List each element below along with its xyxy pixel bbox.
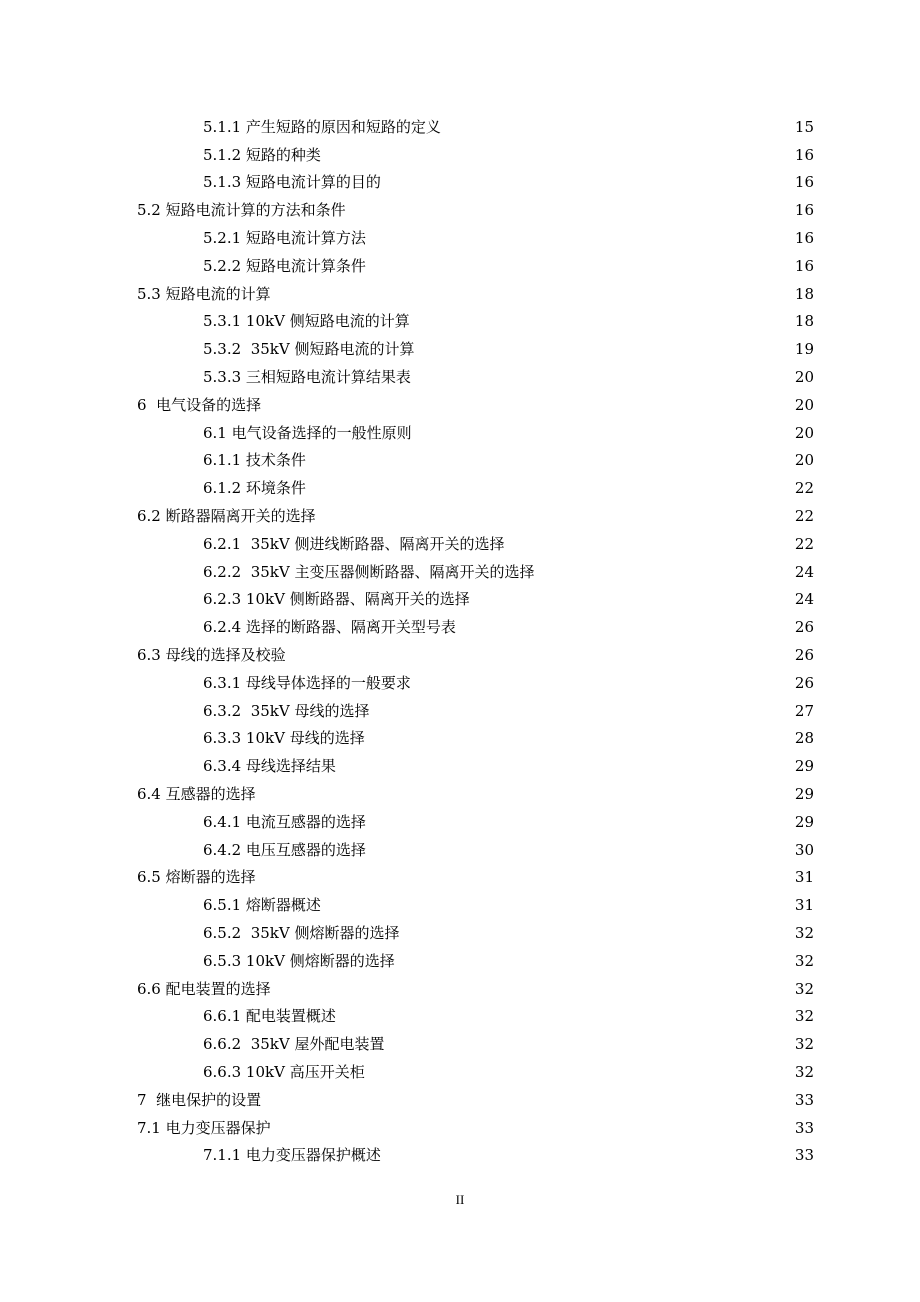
toc-entry-title: 6 电气设备的选择 (137, 395, 262, 414)
toc-entry[interactable] (0, 391, 920, 419)
toc-entry-title: 5.3.1 10kV 侧短路电流的计算 (203, 312, 410, 331)
dot-leader (370, 228, 790, 248)
toc-entry-title: 6.1.2 环境条件 (203, 479, 306, 498)
toc-entry-title: 6.3 母线的选择及校验 (137, 646, 286, 665)
toc-entry[interactable] (0, 1058, 920, 1086)
toc-entry[interactable] (0, 308, 920, 336)
dot-leader (414, 311, 790, 331)
dot-leader (325, 145, 790, 165)
toc-entry-title: 6.2 断路器隔离开关的选择 (137, 507, 316, 526)
toc-entry[interactable] (0, 1141, 920, 1169)
dot-leader (340, 756, 790, 776)
dot-leader (369, 728, 790, 748)
dot-leader (538, 562, 790, 582)
toc-entry-title: 6.5.2 35kV 侧熔断器的选择 (203, 924, 400, 942)
toc-entry-title: 6.3.4 母线选择结果 (203, 757, 336, 776)
toc-entry-title: 6.5.1 熔断器概述 (203, 896, 321, 915)
toc-entry[interactable] (0, 530, 920, 558)
toc-entry[interactable] (0, 836, 920, 864)
toc-entry-page: 19 (794, 340, 814, 359)
toc-entry-page: 18 (794, 312, 814, 331)
toc-entry-page: 16 (794, 256, 814, 275)
toc-entry-title: 6.5.3 10kV 侧熔断器的选择 (203, 951, 395, 970)
dot-leader (399, 951, 790, 971)
toc-entry-page: 32 (794, 924, 814, 942)
toc-entry-page: 31 (794, 896, 814, 915)
dot-leader (275, 1118, 790, 1138)
toc-entry-title: 6.2.4 选择的断路器、隔离开关型号表 (203, 618, 456, 637)
toc-entry[interactable] (0, 224, 920, 252)
toc-entry[interactable] (0, 864, 920, 892)
toc-entry-title: 7 继电保护的设置 (137, 1090, 262, 1109)
toc-entry-page: 29 (794, 812, 814, 831)
toc-entry[interactable] (0, 697, 920, 725)
dot-leader (415, 367, 790, 387)
toc-entry-title: 6.6.1 配电装置概述 (203, 1007, 336, 1026)
toc-entry[interactable] (0, 1086, 920, 1114)
page-number: II (455, 1192, 465, 1207)
dot-leader (460, 617, 790, 637)
toc-entry-page: 20 (794, 368, 814, 387)
toc-entry-title: 6.6 配电装置的选择 (137, 979, 271, 998)
toc-entry[interactable] (0, 447, 920, 475)
dot-leader (508, 534, 790, 554)
toc-entry-title: 6.1.1 技术条件 (203, 451, 306, 470)
dot-leader (325, 895, 790, 915)
dot-leader (350, 200, 790, 220)
dot-leader (265, 1090, 790, 1110)
toc-entry-title: 6.3.1 母线导体选择的一般要求 (203, 673, 411, 692)
toc-entry-title: 7.1 电力变压器保护 (137, 1118, 271, 1137)
toc-entry-page: 32 (794, 951, 814, 970)
toc-entry-title: 6.1 电气设备选择的一般性原则 (203, 423, 412, 442)
toc-entry[interactable] (0, 947, 920, 975)
toc-entry[interactable] (0, 808, 920, 836)
toc-entry-title: 7.1.1 电力变压器保护概述 (203, 1146, 381, 1165)
dot-leader (403, 923, 790, 943)
toc-entry-page: 32 (794, 1062, 814, 1081)
dot-leader (385, 1145, 790, 1165)
toc-entry-title: 6.4.2 电压互感器的选择 (203, 840, 366, 859)
dot-leader (290, 645, 790, 665)
toc-entry-page: 26 (794, 673, 814, 692)
toc-entry[interactable] (0, 725, 920, 753)
toc-entry-title: 5.1.1 产生短路的原因和短路的定义 (203, 117, 441, 136)
toc-entry[interactable] (0, 641, 920, 669)
toc-entry-page: 24 (794, 590, 814, 609)
dot-leader (310, 450, 790, 470)
toc-entry-title: 6.3.2 35kV 母线的选择 (203, 701, 370, 720)
dot-leader (275, 284, 790, 304)
toc-entry-page: 29 (794, 785, 814, 804)
toc-entry-page: 20 (794, 451, 814, 470)
toc-entry[interactable] (0, 1030, 920, 1058)
dot-leader (310, 478, 790, 498)
toc-entry-page: 24 (794, 562, 814, 581)
toc-entry-page: 20 (794, 395, 814, 414)
dot-leader (265, 395, 790, 415)
toc-entry-page: 22 (794, 507, 814, 526)
dot-leader (370, 812, 790, 832)
toc-entry-page: 31 (794, 868, 814, 887)
toc-entry-title: 5.2.1 短路电流计算方法 (203, 229, 366, 248)
dot-leader (385, 172, 790, 192)
toc-entry[interactable] (0, 252, 920, 280)
toc-entry-page: 16 (794, 145, 814, 164)
toc-entry-title: 6.4 互感器的选择 (137, 785, 256, 804)
toc-entry-title: 6.6.3 10kV 高压开关柜 (203, 1062, 365, 1081)
toc-entry-page: 27 (794, 701, 814, 720)
toc-entry-page: 33 (794, 1118, 814, 1137)
toc-entry[interactable] (0, 586, 920, 614)
toc-entry[interactable] (0, 669, 920, 697)
toc-entry-title: 5.2 短路电流计算的方法和条件 (137, 201, 346, 220)
toc-entry[interactable] (0, 280, 920, 308)
toc-entry-page: 26 (794, 618, 814, 637)
dot-leader (416, 423, 790, 443)
toc-entry-page: 32 (794, 1035, 814, 1054)
toc-entry[interactable] (0, 419, 920, 447)
toc-entry[interactable] (0, 1003, 920, 1031)
toc-entry[interactable] (0, 613, 920, 641)
dot-leader (260, 867, 790, 887)
toc-entry[interactable] (0, 919, 920, 947)
toc-entry[interactable] (0, 1114, 920, 1142)
toc-entry[interactable] (0, 335, 920, 363)
toc-entry-title: 6.6.2 35kV 屋外配电装置 (203, 1035, 385, 1054)
dot-leader (418, 339, 790, 359)
toc-entry-page: 29 (794, 757, 814, 776)
table-of-contents (0, 113, 920, 1169)
toc-entry[interactable] (0, 780, 920, 808)
toc-entry-title: 5.3.2 35kV 侧短路电流的计算 (203, 340, 415, 359)
toc-entry[interactable] (0, 558, 920, 586)
toc-entry-page: 16 (794, 173, 814, 192)
toc-entry-page: 20 (794, 423, 814, 442)
toc-entry[interactable] (0, 891, 920, 919)
dot-leader (369, 1062, 790, 1082)
toc-entry-page: 16 (794, 229, 814, 248)
dot-leader (474, 589, 790, 609)
toc-entry-title: 6.3.3 10kV 母线的选择 (203, 729, 365, 748)
dot-leader (415, 673, 790, 693)
toc-entry-page: 15 (794, 117, 814, 136)
toc-entry-page: 28 (794, 729, 814, 748)
dot-leader (340, 1006, 790, 1026)
toc-entry[interactable] (0, 502, 920, 530)
toc-entry-page: 22 (794, 479, 814, 498)
toc-entry-page: 32 (794, 979, 814, 998)
toc-entry-page: 33 (794, 1090, 814, 1109)
toc-entry[interactable] (0, 752, 920, 780)
toc-entry-page: 16 (794, 201, 814, 220)
dot-leader (275, 979, 790, 999)
dot-leader (373, 701, 790, 721)
toc-entry-page: 30 (794, 840, 814, 859)
toc-entry-page: 22 (794, 534, 814, 553)
toc-entry-title: 6.5 熔断器的选择 (137, 868, 256, 887)
dot-leader (260, 784, 790, 804)
toc-entry[interactable] (0, 169, 920, 197)
toc-entry[interactable] (0, 363, 920, 391)
toc-entry-page: 18 (794, 284, 814, 303)
toc-entry-page: 33 (794, 1146, 814, 1165)
toc-entry-title: 6.2.1 35kV 侧进线断路器、隔离开关的选择 (203, 534, 505, 553)
dot-leader (320, 506, 790, 526)
toc-entry[interactable] (0, 474, 920, 502)
dot-leader (370, 256, 790, 276)
toc-entry-title: 6.2.2 35kV 主变压器侧断路器、隔离开关的选择 (203, 562, 535, 581)
toc-entry-page: 26 (794, 646, 814, 665)
toc-entry[interactable] (0, 113, 920, 141)
dot-leader (388, 1034, 790, 1054)
dot-leader (370, 840, 790, 860)
toc-entry[interactable] (0, 975, 920, 1003)
toc-entry-title: 6.2.3 10kV 侧断路器、隔离开关的选择 (203, 590, 470, 609)
toc-entry[interactable] (0, 141, 920, 169)
toc-entry-title: 5.2.2 短路电流计算条件 (203, 256, 366, 275)
toc-entry[interactable] (0, 196, 920, 224)
toc-entry-title: 6.4.1 电流互感器的选择 (203, 812, 366, 831)
toc-entry-page: 32 (794, 1007, 814, 1026)
toc-entry-title: 5.3.3 三相短路电流计算结果表 (203, 368, 411, 387)
toc-entry-title: 5.1.2 短路的种类 (203, 145, 321, 164)
dot-leader (445, 117, 790, 137)
toc-entry-title: 5.3 短路电流的计算 (137, 284, 271, 303)
toc-entry-title: 5.1.3 短路电流计算的目的 (203, 173, 381, 192)
